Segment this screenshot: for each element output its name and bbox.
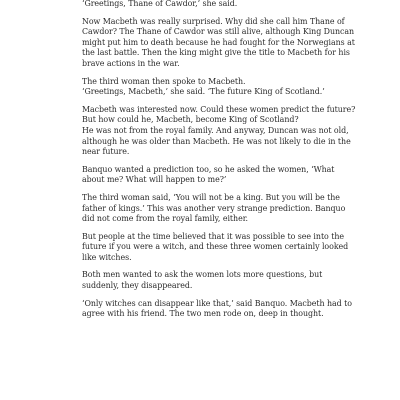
paragraph-macbeth-surprised: Now Macbeth was really surprised. Why did she call him Thane of Cawdor? The Thane of Cawdor was still alive, although King Duncan might put him to death because he had fought for the Norwegians at the last battle. Then the king might give the title to Macbeth for his brave actions in the war. — [82, 16, 355, 68]
book-page — [82, 0, 380, 320]
paragraph-gap — [82, 158, 380, 165]
paragraph-gap — [82, 263, 380, 270]
paragraph-gap — [82, 186, 380, 193]
paragraph-third-woman: The third woman then spoke to Macbeth. ‘Greetings, Macbeth,’ she said. ‘The future King of Scotland.’ — [82, 76, 325, 97]
paragraph-witches-belief: But people at the time believed that it was possible to see into the future if you were a witch, and these three women certainly looked like witches. — [82, 231, 349, 262]
paragraph-gap — [82, 292, 380, 299]
paragraph-gap — [82, 10, 380, 17]
paragraph-rode-on: ‘Only witches can disappear like that,’ said Banquo. Macbeth had to agree with his friend. The two men rode on, deep in thought. — [82, 298, 352, 319]
paragraph-disappeared: Both men wanted to ask the women lots more questions, but suddenly, they disappeared. — [82, 270, 323, 291]
paragraph-father-of-kings: The third woman said, ‘You will not be a king. But you will be the father of kings.’ This was another very strange prediction. Banquo did not come from the royal family, either. — [82, 192, 346, 224]
paragraph-macbeth-interested: Macbeth was interested now. Could these women predict the future? But how could he, Macbeth, become King of Scotland? He was not from the royal family. And anyway, Duncan was not old, although he was older than Macbeth. He was not likely to die in the near future. — [82, 104, 356, 157]
paragraph-banquo-prediction: Banquo wanted a prediction too, so he asked the women, ‘What about me? What will happen to me?’ — [82, 164, 335, 185]
paragraph-greeting-cawdor: ‘Greetings, Thane of Cawdor,’ she said. — [82, 0, 238, 8]
paragraph-gap — [82, 70, 380, 77]
paragraph-gap — [82, 98, 380, 105]
paragraph-gap — [82, 225, 380, 232]
